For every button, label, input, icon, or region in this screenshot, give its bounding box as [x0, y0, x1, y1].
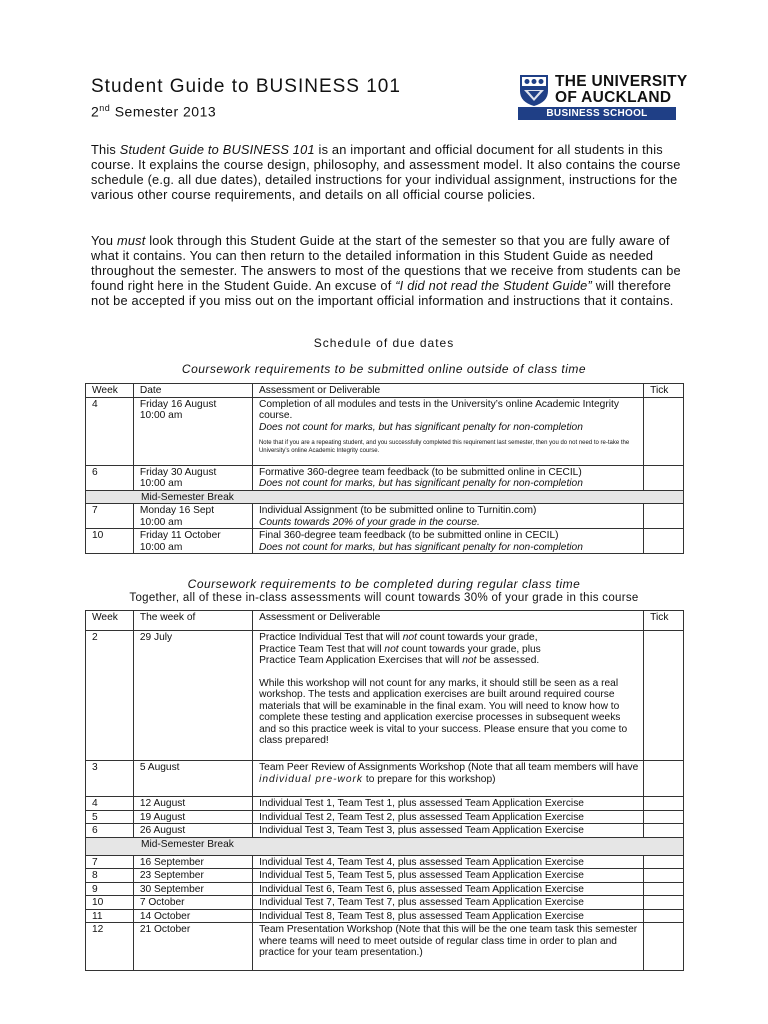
date-cell	[133, 529, 252, 554]
header-week: Week	[86, 384, 134, 398]
table-row	[86, 909, 684, 923]
deliverable-cell: Team Presentation Workshop (Note that this will be the one team task this semester where teams will need to meet outside of regular class time in order to plan and practice for your team presentation.)	[253, 923, 644, 971]
table-row	[86, 869, 684, 883]
line-text: count towards your grade,	[416, 632, 538, 643]
date-cell: 23 September	[133, 869, 252, 883]
tick-cell[interactable]	[644, 797, 684, 811]
deliverable-cell: Individual Test 7, Team Test 7, plus assessed Team Application Exercise	[253, 896, 644, 910]
deliverable-cell: Individual Test 1, Team Test 1, plus assessed Team Application Exercise	[253, 797, 644, 811]
logo-line-1: THE UNIVERSITY	[555, 73, 688, 90]
intro-p2-quote: “I did not read the Student Guide”	[395, 278, 592, 293]
intro-paragraph-2	[91, 233, 681, 308]
header-week: Week	[86, 611, 134, 631]
date-cell: 29 July	[133, 631, 252, 761]
table-header-row	[86, 611, 684, 631]
deliverable-text: Individual Assignment (to be submitted online to Turnitin.com)	[258, 505, 537, 516]
week-cell: 7	[86, 504, 134, 529]
table-row	[86, 855, 684, 869]
deliverable-cell: Individual Test 5, Team Test 5, plus assessed Team Application Exercise	[253, 869, 644, 883]
line-text: to prepare for this workshop)	[363, 773, 496, 785]
deliverable-note: Counts towards 20% of your grade in the course.	[258, 516, 480, 528]
table-row	[86, 529, 684, 554]
intro-p2-text-mid: look through this Student Guide at the start of the semester so that you are fully aware of what it contains. You can then return to the detailed information in this Student Guide as needed throughout the semester. The answers to most of the questions that we receive from students can be found right here in the Student Guide. An excuse of	[91, 233, 681, 293]
week-cell: 11	[86, 909, 134, 923]
table-row	[86, 896, 684, 910]
week-cell: 9	[86, 882, 134, 896]
tick-cell[interactable]	[644, 882, 684, 896]
date-cell	[133, 465, 252, 490]
table-row	[86, 397, 684, 465]
deliverable-cell: Individual Test 6, Team Test 6, plus assessed Team Application Exercise	[253, 882, 644, 896]
intro-p1-text-rest: is an important and official document for all students in this course. It explains the course design, philosophy, and assessment model. It also contains the course schedule (e.g. all due dates), detailed instructions for your individual assignment, instructions for the various other course requirements, and details on all official course policies.	[91, 142, 681, 202]
date-cell: 12 August	[133, 797, 252, 811]
deliverable-text: Final 360-degree team feedback (to be submitted online in CECIL)	[258, 530, 559, 541]
deliverable-cell: Individual Test 8, Team Test 8, plus assessed Team Application Exercise	[253, 909, 644, 923]
week-cell: 5	[86, 810, 134, 824]
week-cell: 7	[86, 855, 134, 869]
practice-week-paragraph: While this workshop will not count for any marks, it should still be seen as a real workshop. The tests and application exercises are built around required course materials that will be examinable in the final exam. You will need to know how to complete these testing and application exercise processes in subsequent weeks and so this practice week is vital to your success. Please ensure that you come to class prepared!	[259, 677, 628, 746]
date-cell	[133, 504, 252, 529]
time-line: 10:00 am	[139, 410, 183, 421]
header-tick: Tick	[644, 384, 684, 398]
table-row	[86, 761, 684, 797]
line-text: be assessed.	[476, 655, 540, 666]
date-cell: 14 October	[133, 909, 252, 923]
break-row	[86, 490, 684, 504]
deliverable-cell	[253, 631, 644, 761]
table-row	[86, 810, 684, 824]
date-cell: 5 August	[133, 761, 252, 797]
intro-p2-italic: must	[116, 233, 146, 248]
logo-business-school: BUSINESS SCHOOL	[518, 107, 676, 120]
tick-cell[interactable]	[644, 631, 684, 761]
break-row	[86, 837, 684, 855]
header-week-of: The week of	[133, 611, 252, 631]
deliverable-cell: Individual Test 4, Team Test 4, plus assessed Team Application Exercise	[253, 855, 644, 869]
intro-p2-text-rest: will therefore not be accepted if you miss out on the important official information and instructions that it contains.	[91, 278, 674, 308]
intro-p1-italic: Student Guide to BUSINESS 101	[119, 142, 315, 157]
semester-ordinal: nd	[99, 103, 111, 113]
deliverable-cell	[252, 504, 643, 529]
tick-cell[interactable]	[644, 810, 684, 824]
deliverable-note: Does not count for marks, but has significant penalty for non-completion	[258, 541, 583, 553]
intro-p1-text: This	[91, 142, 120, 157]
semester-text: Semester 2013	[110, 103, 217, 120]
line-text: Team Peer Review of Assignments Workshop (Note that all team members will have	[259, 762, 639, 773]
mid-semester-break: Mid-Semester Break	[86, 837, 684, 855]
table-row	[86, 465, 684, 490]
tick-cell[interactable]	[644, 909, 684, 923]
week-cell: 2	[86, 631, 134, 761]
date-line: Monday 16 Sept	[139, 505, 215, 516]
crest-icon	[518, 73, 550, 107]
deliverable-text: Completion of all modules and tests in the University’s online Academic Integrity course.	[258, 398, 619, 421]
table-row	[86, 797, 684, 811]
line-emphasis: not	[402, 632, 417, 643]
week-cell: 3	[86, 761, 134, 797]
table-row	[86, 631, 684, 761]
intro-paragraph-1	[91, 142, 681, 202]
date-line: Friday 16 August	[139, 398, 217, 410]
deliverable-text: Formative 360-degree team feedback (to be submitted online in CECIL)	[258, 466, 582, 478]
deliverable-note: Does not count for marks, but has significant penalty for non-completion	[258, 478, 583, 489]
date-line: Friday 30 August	[139, 466, 217, 478]
time-line: 10:00 am	[139, 478, 183, 489]
week-cell: 10	[86, 529, 134, 554]
semester-number: 2	[91, 103, 100, 120]
deliverable-cell	[253, 761, 644, 797]
date-cell: 30 September	[133, 882, 252, 896]
table-header-row	[86, 384, 684, 398]
deliverable-fine-print: Note that if you are a repeating student, and you successfully completed this requirement last semester, then you do not need to re-take the University’s online Academic Integrity course.	[258, 440, 630, 454]
university-logo	[518, 73, 688, 121]
inclass-heading: Coursework requirements to be completed during regular class time	[187, 577, 581, 591]
mid-semester-break: Mid-Semester Break	[86, 490, 684, 504]
date-cell: 19 August	[133, 810, 252, 824]
tick-cell[interactable]	[644, 923, 684, 971]
line-emphasis: individual pre-work	[259, 773, 364, 785]
tick-cell[interactable]	[644, 855, 684, 869]
week-cell: 8	[86, 869, 134, 883]
inclass-subheading: Together, all of these in-class assessments will count towards 30% of your grade in this course	[129, 592, 639, 604]
line-text: Practice Team Test that will	[259, 643, 385, 655]
line-text: Practice Individual Test that will	[259, 632, 403, 643]
tick-cell[interactable]	[644, 824, 684, 838]
date-cell: 21 October	[133, 923, 252, 971]
table-row	[86, 882, 684, 896]
tick-cell[interactable]	[644, 869, 684, 883]
tick-cell[interactable]	[644, 529, 684, 554]
deliverable-cell: Individual Test 3, Team Test 3, plus assessed Team Application Exercise	[253, 824, 644, 838]
line-text: count towards your grade, plus	[398, 643, 541, 655]
header-date: Date	[133, 384, 252, 398]
week-cell: 10	[86, 896, 134, 910]
document-title: Student Guide to BUSINESS 101	[91, 76, 401, 97]
table-row	[86, 923, 684, 971]
week-cell: 6	[86, 465, 134, 490]
week-cell: 4	[86, 797, 134, 811]
header-tick: Tick	[644, 611, 684, 631]
semester-line	[91, 103, 216, 120]
header-deliverable: Assessment or Deliverable	[253, 611, 644, 631]
table-row	[86, 504, 684, 529]
table-row	[86, 824, 684, 838]
date-cell: 7 October	[133, 896, 252, 910]
deliverable-cell: Individual Test 2, Team Test 2, plus assessed Team Application Exercise	[253, 810, 644, 824]
online-heading: Coursework requirements to be submitted online outside of class time	[181, 362, 587, 376]
week-cell: 6	[86, 824, 134, 838]
tick-cell[interactable]	[644, 896, 684, 910]
tick-cell[interactable]	[644, 761, 684, 797]
schedule-heading: Schedule of due dates	[313, 336, 455, 350]
deliverable-cell	[252, 529, 643, 554]
week-cell: 12	[86, 923, 134, 971]
date-cell: 26 August	[133, 824, 252, 838]
line-text: Practice Team Application Exercises that will	[259, 655, 463, 666]
week-cell: 4	[86, 397, 134, 465]
time-line: 10:00 am	[139, 516, 183, 528]
tick-cell[interactable]	[644, 397, 684, 465]
time-line: 10:00 am	[139, 541, 183, 553]
deliverable-note: Does not count for marks, but has significant penalty for non-completion	[258, 421, 583, 433]
logo-line-2: OF AUCKLAND	[555, 89, 672, 106]
online-deliverables-table	[85, 383, 684, 554]
date-cell	[133, 397, 252, 465]
tick-cell[interactable]	[644, 465, 684, 490]
header-deliverable: Assessment or Deliverable	[252, 384, 643, 398]
date-cell: 16 September	[133, 855, 252, 869]
deliverable-cell	[252, 465, 643, 490]
tick-cell[interactable]	[644, 504, 684, 529]
line-emphasis: not	[462, 655, 477, 666]
deliverable-cell	[252, 397, 643, 465]
date-line: Friday 11 October	[139, 530, 221, 541]
intro-p2-text: You	[91, 233, 117, 248]
inclass-deliverables-table	[85, 610, 684, 971]
line-emphasis: not	[384, 643, 399, 655]
